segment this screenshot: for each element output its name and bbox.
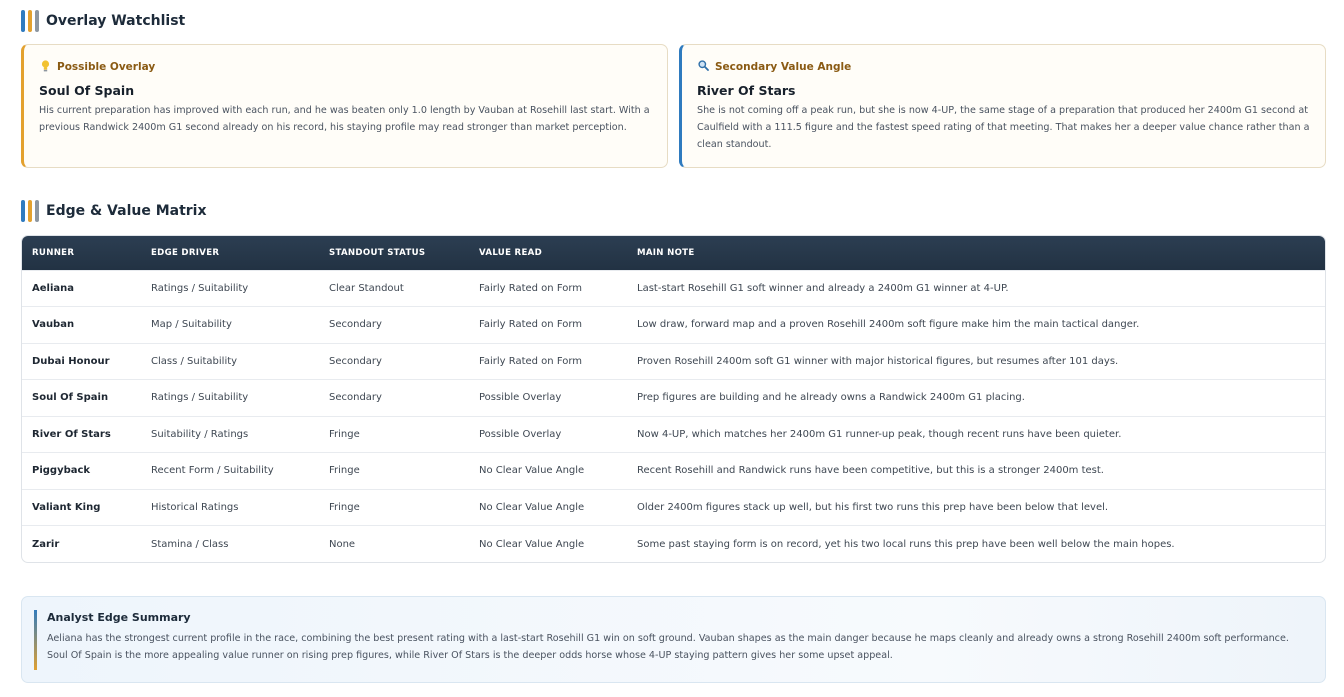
- standout-status-cell: Fringe: [329, 465, 360, 477]
- value-read-cell: Fairly Rated on Form: [479, 355, 583, 367]
- runner-cell: Aeliana: [32, 282, 74, 294]
- edge-driver-cell: Historical Ratings: [151, 501, 239, 513]
- card-tag: [697, 59, 1310, 75]
- standout-status-cell: Fringe: [329, 501, 360, 513]
- card-tag-label: Secondary Value Angle: [715, 61, 852, 73]
- analyst-summary-panel: [21, 596, 1326, 683]
- edge-value-table: [21, 235, 1326, 563]
- table-row: [22, 416, 1325, 453]
- summary-content: [34, 610, 1311, 670]
- value-read-cell: No Clear Value Angle: [479, 465, 585, 477]
- main-note-cell: Recent Rosehill and Randwick runs have been competitive, but this is a stronger 2400m test.: [637, 465, 1104, 477]
- standout-status-cell: Fringe: [329, 428, 360, 440]
- edge-driver-cell: Map / Suitability: [151, 319, 232, 331]
- standout-status-cell: Clear Standout: [329, 282, 404, 294]
- main-note-cell: Proven Rosehill 2400m soft G1 winner with major historical figures, but resumes after 101 days.: [637, 355, 1119, 367]
- value-read-cell: Possible Overlay: [479, 392, 562, 404]
- column-header-runner: RUNNER: [32, 247, 75, 258]
- table-row: [22, 526, 1325, 563]
- runner-cell: Zarir: [32, 538, 60, 550]
- table-row: [22, 270, 1325, 307]
- table-row: [22, 380, 1325, 417]
- table-row: [22, 453, 1325, 490]
- main-note-cell: Now 4-UP, which matches her 2400m G1 runner-up peak, though recent runs have been quieter.: [637, 428, 1122, 440]
- accent-bar-grey: [35, 10, 39, 32]
- edge-driver-cell: Suitability / Ratings: [151, 428, 249, 440]
- edge-driver-cell: Ratings / Suitability: [151, 392, 249, 404]
- heading-accent-bars: [21, 10, 39, 32]
- column-header-value-read: VALUE READ: [479, 247, 543, 258]
- runner-cell: Piggyback: [32, 465, 91, 477]
- standout-status-cell: Secondary: [329, 319, 382, 331]
- value-read-cell: No Clear Value Angle: [479, 538, 585, 550]
- watchlist-title: Overlay Watchlist: [46, 13, 186, 29]
- heading-accent-bars: [21, 200, 39, 222]
- runner-cell: Soul Of Spain: [32, 392, 109, 404]
- column-header-main-note: MAIN NOTE: [637, 247, 695, 258]
- card-tag: [39, 59, 652, 75]
- edge-driver-cell: Class / Suitability: [151, 355, 238, 367]
- card-runner-name: River Of Stars: [697, 83, 796, 98]
- table-row: [22, 343, 1325, 380]
- card-runner-name: Soul Of Spain: [39, 83, 135, 98]
- value-read-cell: Fairly Rated on Form: [479, 282, 583, 294]
- accent-bar-blue: [21, 10, 25, 32]
- standout-status-cell: None: [329, 538, 356, 550]
- value-read-cell: Fairly Rated on Form: [479, 319, 583, 331]
- secondary-value-card: [679, 44, 1326, 168]
- runner-cell: Dubai Honour: [32, 355, 110, 367]
- card-description: His current preparation has improved with each run, and he was beaten only 1.0 length by Vauban at Rosehill last start. With a previous Randwick 2400m G1 second already on his record, his staying profile may read stronger than market perception.: [39, 105, 650, 133]
- edge-driver-cell: Ratings / Suitability: [151, 282, 249, 294]
- column-header-standout-status: STANDOUT STATUS: [329, 247, 426, 258]
- standout-status-cell: Secondary: [329, 355, 382, 367]
- lightbulb-icon: [39, 60, 51, 75]
- runner-cell: Vauban: [32, 319, 75, 331]
- main-note-cell: Low draw, forward map and a proven Rosehill 2400m soft figure make him the main tactical danger.: [637, 319, 1140, 331]
- runner-cell: Valiant King: [32, 501, 101, 513]
- magnifier-icon: [697, 60, 709, 74]
- summary-title: Analyst Edge Summary: [47, 611, 191, 624]
- edge-driver-cell: Stamina / Class: [151, 538, 229, 550]
- value-read-cell: Possible Overlay: [479, 428, 562, 440]
- table-header-row: [22, 236, 1325, 270]
- main-note-cell: Prep figures are building and he already owns a Randwick 2400m G1 placing.: [637, 392, 1025, 404]
- edge-driver-cell: Recent Form / Suitability: [151, 465, 274, 477]
- value-read-cell: No Clear Value Angle: [479, 501, 585, 513]
- watchlist-heading: [21, 10, 185, 32]
- main-note-cell: Older 2400m figures stack up well, but his first two runs this prep have been below that level.: [637, 501, 1109, 513]
- column-header-edge-driver: EDGE DRIVER: [151, 247, 220, 258]
- matrix-title: Edge & Value Matrix: [46, 203, 207, 219]
- accent-bar-blue: [21, 200, 25, 222]
- card-tag-label: Possible Overlay: [57, 61, 156, 73]
- card-description: She is not coming off a peak run, but she is now 4-UP, the same stage of a preparation that produced her 2400m G1 second at Caulfield with a 111.5 figure and the fastest speed rating of that meeting. That makes her a deeper value chance rather than a clean standout.: [697, 105, 1310, 150]
- table-row: [22, 307, 1325, 344]
- runner-cell: River Of Stars: [32, 428, 111, 440]
- possible-overlay-card: [21, 44, 668, 168]
- accent-bar-grey: [35, 200, 39, 222]
- accent-bar-gold: [28, 10, 32, 32]
- standout-status-cell: Secondary: [329, 392, 382, 404]
- main-note-cell: Some past staying form is on record, yet his two local runs this prep have been well below the main hopes.: [637, 538, 1175, 550]
- summary-body: Aeliana has the strongest current profile in the race, combining the best present rating with a last-start Rosehill G1 win on soft ground. Vauban shapes as the main danger because he maps cleanly and already owns a strong Rosehill 2400m soft performance. Soul Of Spain is the more appealing value runner on rising prep figures, while River Of Stars is the deeper odds horse whose 4-UP staying pattern gives her some upset appeal.: [47, 633, 1289, 661]
- main-note-cell: Last-start Rosehill G1 soft winner and already a 2400m G1 winner at 4-UP.: [637, 282, 1009, 294]
- matrix-heading: [21, 200, 207, 222]
- accent-bar-gold: [28, 200, 32, 222]
- table-row: [22, 489, 1325, 526]
